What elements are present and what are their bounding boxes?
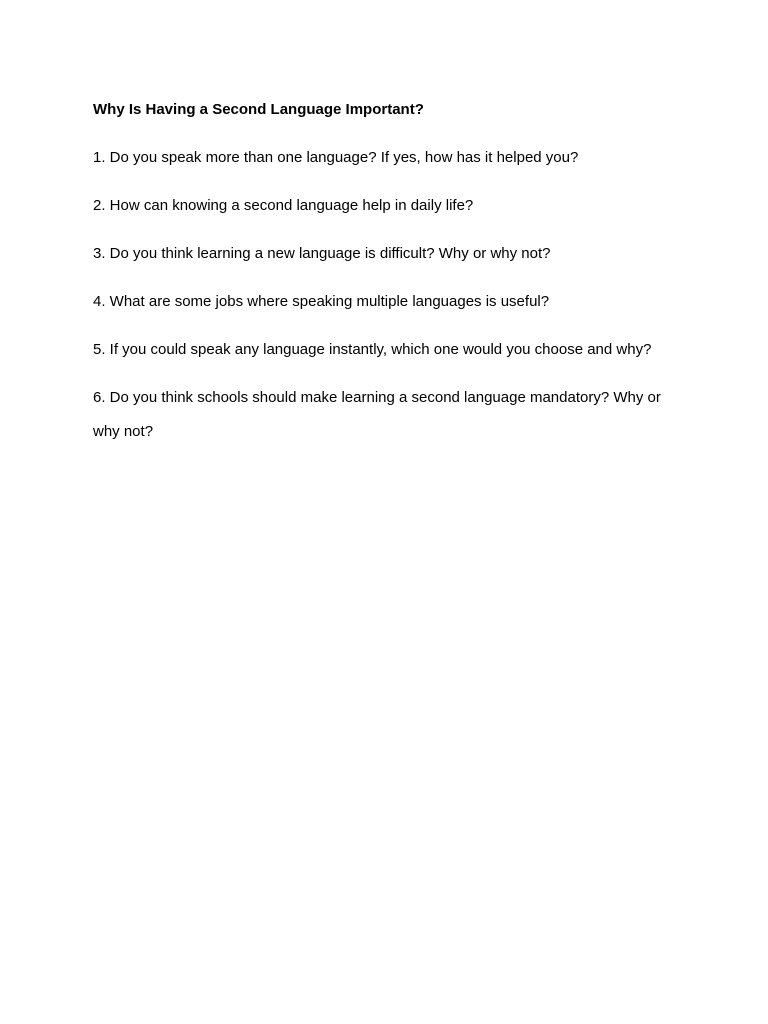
question-6: 6. Do you think schools should make learning a second language mandatory? Why or why not? [93,389,661,440]
document-title: Why Is Having a Second Language Important? [93,101,424,118]
document-body [93,100,683,463]
question-list [93,141,683,449]
question-1: 1. Do you speak more than one language? If yes, how has it helped you? [93,149,579,166]
question-4: 4. What are some jobs where speaking multiple languages is useful? [93,293,550,310]
question-2: 2. How can knowing a second language help in daily life? [93,197,474,214]
question-3: 3. Do you think learning a new language is difficult? Why or why not? [93,245,551,262]
question-5: 5. If you could speak any language instantly, which one would you choose and why? [93,341,652,358]
